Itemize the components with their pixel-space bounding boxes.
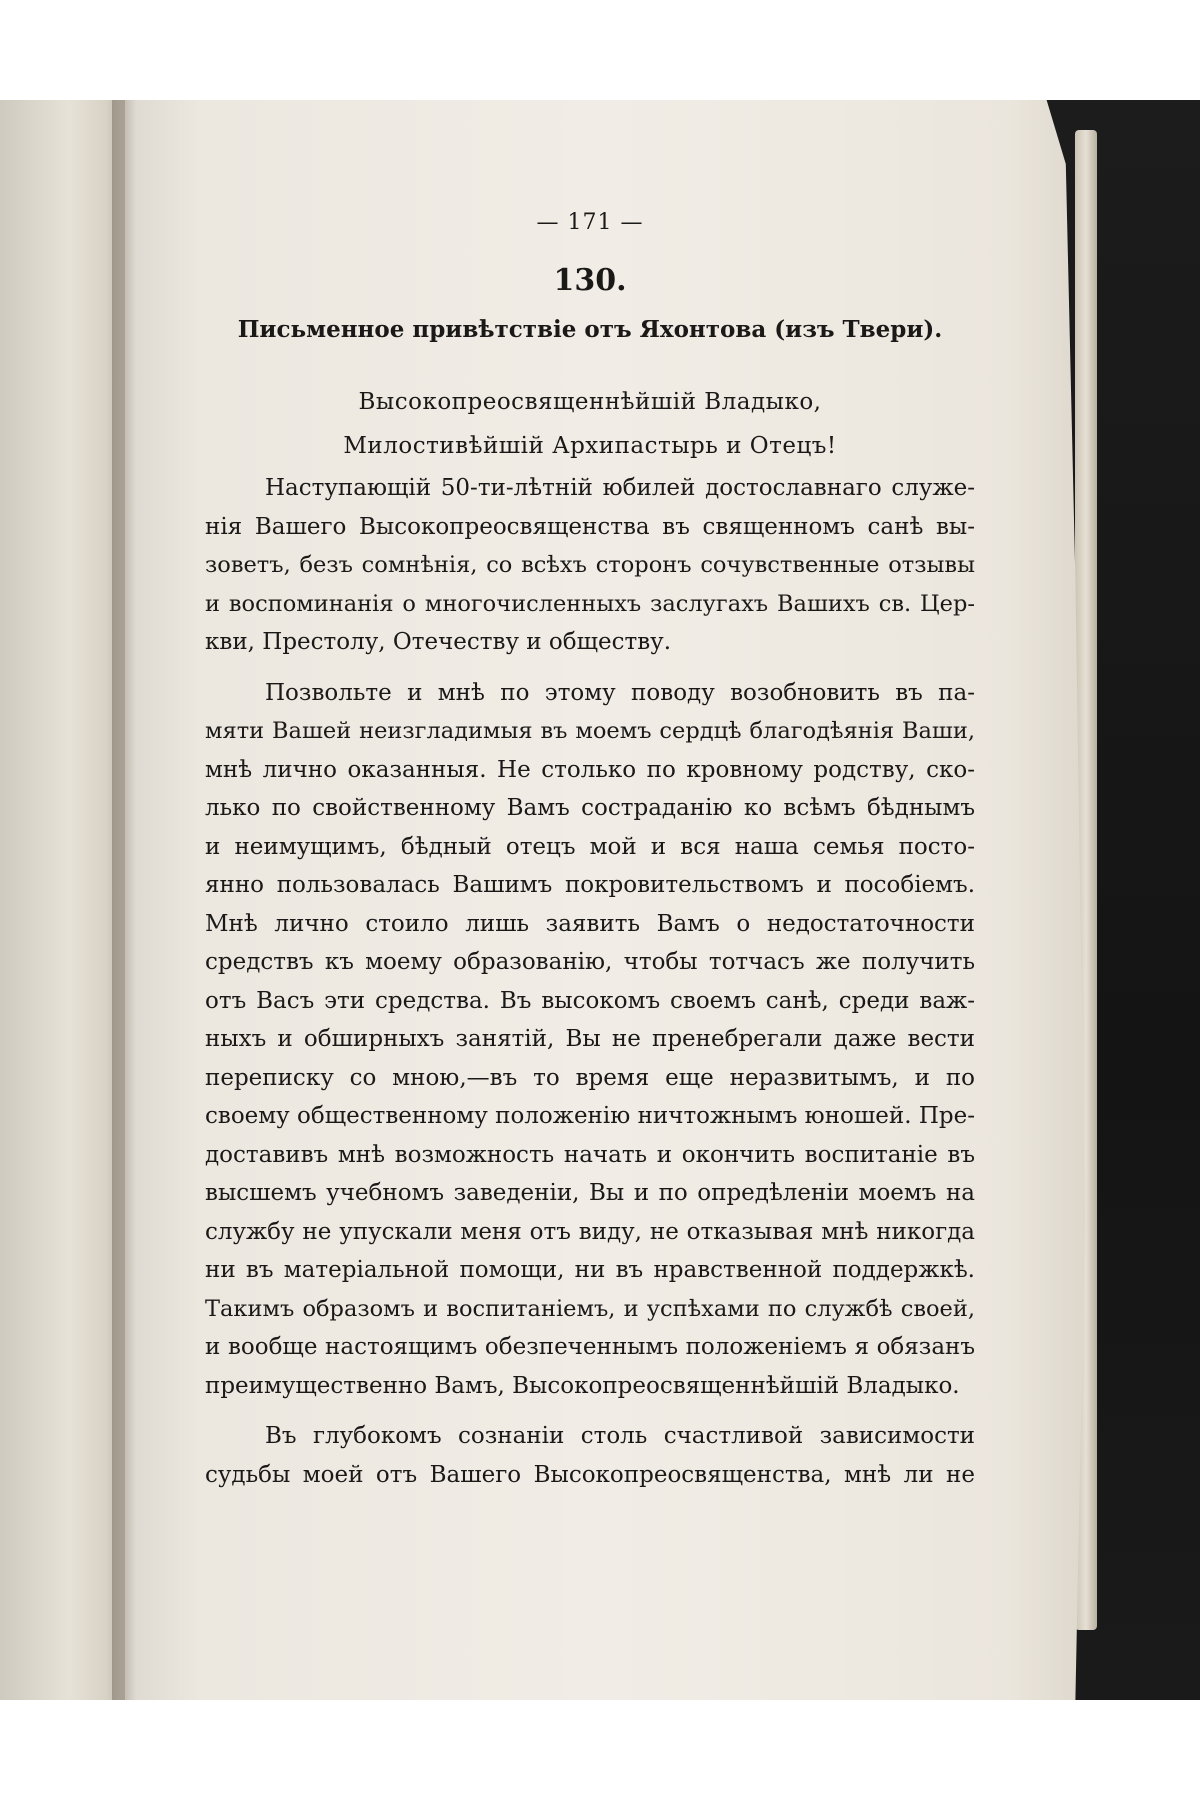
book-gutter <box>112 100 136 1700</box>
text-line: доставивъ мнѣ возможность начать и окончить воспитаніе въ <box>205 1141 975 1168</box>
page-text <box>205 210 975 1506</box>
text-line: и вообще настоящимъ обезпеченнымъ положеніемъ я обязанъ <box>205 1334 975 1360</box>
text-line: высшемъ учебномъ заведеніи, Вы и по опредѣленіи моемъ на <box>205 1180 975 1206</box>
text-line: своему общественному положенію ничтожнымъ юношей. Пре- <box>205 1103 975 1129</box>
text-line: ни въ матеріальной помощи, ни въ нравственной поддержкѣ. <box>205 1257 975 1283</box>
text-line: Мнѣ лично стоило лишь заявить Вамъ о недостаточности <box>205 910 975 937</box>
text-line: ныхъ и обширныхъ занятій, Вы не пренебрегали даже вести <box>205 1026 975 1052</box>
paragraph-3 <box>205 1417 975 1494</box>
text-line: лько по свойственному Вамъ состраданію ко всѣмъ бѣднымъ <box>205 795 975 821</box>
page-number: — 171 — <box>536 210 644 235</box>
salutation-line-1: Высокопреосвященнѣйшій Владыко, <box>358 389 822 415</box>
text-line: и неимущимъ, бѣдный отецъ мой и вся наша семья посто- <box>205 833 975 860</box>
text-line: переписку со мною,—въ то время еще неразвитымъ, и по <box>205 1064 975 1091</box>
paragraph-2 <box>205 674 975 1406</box>
left-page-edge <box>0 100 126 1700</box>
text-line: отъ Васъ эти средства. Въ высокомъ своемъ санѣ, среди важ- <box>205 987 975 1014</box>
text-line: судьбы моей отъ Вашего Высокопреосвященства, мнѣ ли не <box>205 1461 975 1488</box>
document-number: 130. <box>553 263 627 298</box>
text-line: преимущественно Вамъ, Высокопреосвященнѣйшій Владыко. <box>205 1372 960 1399</box>
text-line: янно пользовалась Вашимъ покровительствомъ и пособіемъ. <box>205 872 975 898</box>
salutation-line-2: Милостивѣйшій Архипастырь и Отецъ! <box>343 433 837 459</box>
text-line: Такимъ образомъ и воспитаніемъ, и успѣхами по службѣ своей, <box>205 1295 975 1322</box>
text-line: зоветъ, безъ сомнѣнія, со всѣхъ сторонъ сочувственные отзывы <box>205 552 975 578</box>
text-line: средствъ къ моему образованію, чтобы тотчасъ же получить <box>205 949 975 975</box>
paragraph-1 <box>205 469 975 662</box>
text-line: Въ глубокомъ сознаніи столь счастливой зависимости <box>265 1423 975 1449</box>
text-line: мнѣ лично оказанныя. Не столько по кровному родству, ско- <box>205 756 975 783</box>
text-line: Наступающій 50-ти-лѣтній юбилей достославнаго служе- <box>265 475 975 501</box>
text-line: и воспоминанія о многочисленныхъ заслугахъ Вашихъ св. Цер- <box>205 590 975 617</box>
text-line: Позвольте и мнѣ по этому поводу возобновить въ па- <box>265 679 975 706</box>
text-line: нія Вашего Высокопреосвященства въ священномъ санѣ вы- <box>205 513 975 540</box>
text-line: кви, Престолу, Отечеству и обществу. <box>205 629 672 655</box>
document-title: Письменное привѣтствіе отъ Яхонтова (изъ Твери). <box>237 316 943 343</box>
text-line: службу не упускали меня отъ виду, не отказывая мнѣ никогда <box>205 1218 975 1245</box>
text-line: мяти Вашей неизгладимыя въ моемъ сердцѣ благодѣянія Ваши, <box>205 718 975 744</box>
